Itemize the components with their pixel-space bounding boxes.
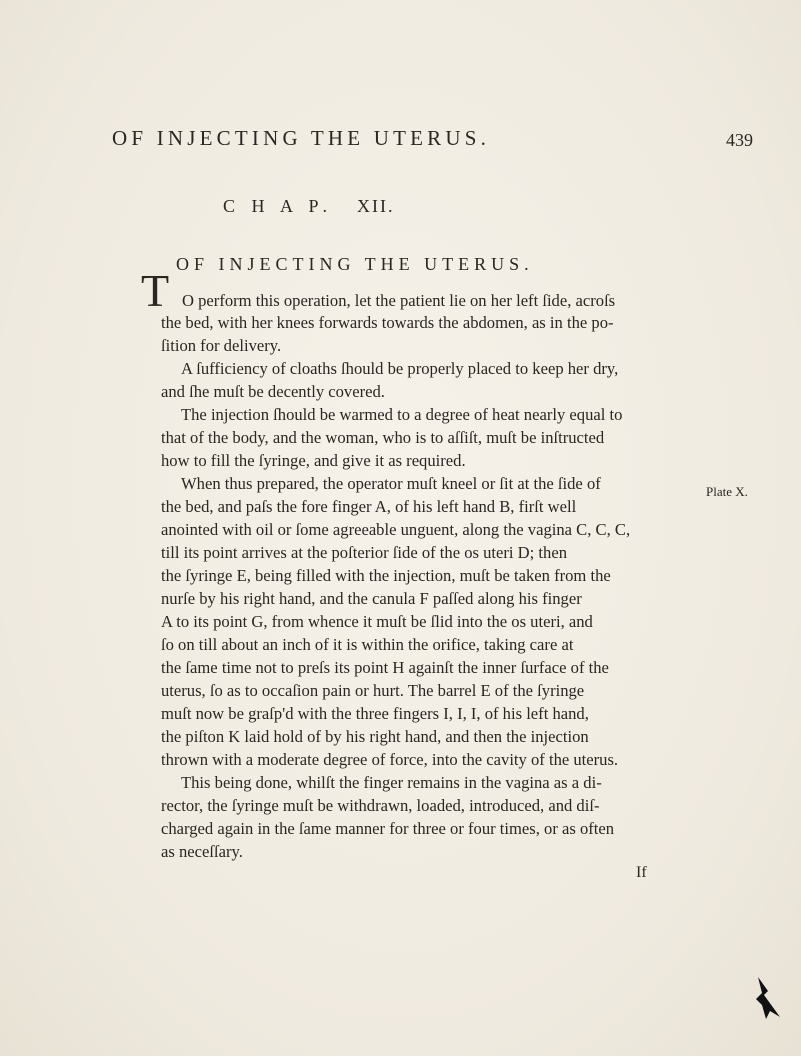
text-line: The injection ſhould be warmed to a degree of heat nearly equal to: [181, 405, 623, 424]
text-line: the bed, with her knees forwards towards the abdomen, as in the po-: [161, 313, 614, 332]
text-line: O perform this operation, let the patient lie on her left ſide, acroſs: [182, 291, 616, 310]
chapter-heading: [223, 196, 395, 217]
text-line: anointed with oil or ſome agreeable unguent, along the vagina C, C, C,: [161, 520, 631, 539]
text-line: that of the body, and the woman, who is to aſſiſt, muſt be inſtructed: [161, 428, 605, 447]
corner-mark-icon: [754, 975, 784, 1021]
text-line: uterus, ſo as to occaſion pain or hurt. The barrel E of the ſyringe: [161, 681, 585, 700]
text-line: thrown with a moderate degree of force, into the cavity of the uterus.: [161, 750, 619, 769]
margin-note: Plate X.: [706, 484, 748, 499]
text-line: When thus prepared, the operator muſt kneel or ſit at the ſide of: [181, 474, 601, 493]
text-line: This being done, whilſt the finger remains in the vagina as a di-: [181, 773, 602, 792]
text-line: muſt now be graſp'd with the three fingers I, I, I, of his left hand,: [161, 704, 589, 723]
text-line: as neceſſary.: [161, 842, 243, 861]
text-line: charged again in the ſame manner for three or four times, or as often: [161, 819, 615, 838]
page-number: 439: [726, 130, 753, 150]
text-line: ſition for delivery.: [161, 336, 282, 355]
section-title: OF INJECTING THE UTERUS.: [176, 254, 534, 274]
text-line: A to its point G, from whence it muſt be ſlid into the os uteri, and: [161, 612, 593, 631]
text-line: how to fill the ſyringe, and give it as required.: [161, 451, 466, 470]
text-line: and ſhe muſt be decently covered.: [161, 382, 385, 401]
text-line: the bed, and paſs the fore finger A, of his left hand B, firſt well: [161, 497, 577, 516]
text-line: the ſyringe E, being filled with the injection, muſt be taken from the: [161, 566, 611, 585]
chapter-number: XII.: [357, 196, 395, 216]
text-line: nurſe by his right hand, and the canula F paſſed along his finger: [161, 589, 582, 608]
catchword: If: [636, 864, 647, 881]
text-line: ſo on till about an inch of it is within the orifice, taking care at: [161, 635, 574, 654]
running-head: OF INJECTING THE UTERUS.: [112, 126, 491, 150]
text-line: till its point arrives at the poſterior ſide of the os uteri D; then: [161, 543, 567, 562]
chapter-label: C H A P.: [223, 196, 334, 216]
text-line: the piſton K laid hold of by his right hand, and then the injection: [161, 727, 589, 746]
text-line: the ſame time not to preſs its point H againſt the inner ſurface of the: [161, 658, 609, 677]
text-line: rector, the ſyringe muſt be withdrawn, loaded, introduced, and diſ-: [161, 796, 600, 815]
text-line: A ſufficiency of cloaths ſhould be properly placed to keep her dry,: [181, 359, 619, 378]
drop-cap: T: [141, 265, 170, 316]
